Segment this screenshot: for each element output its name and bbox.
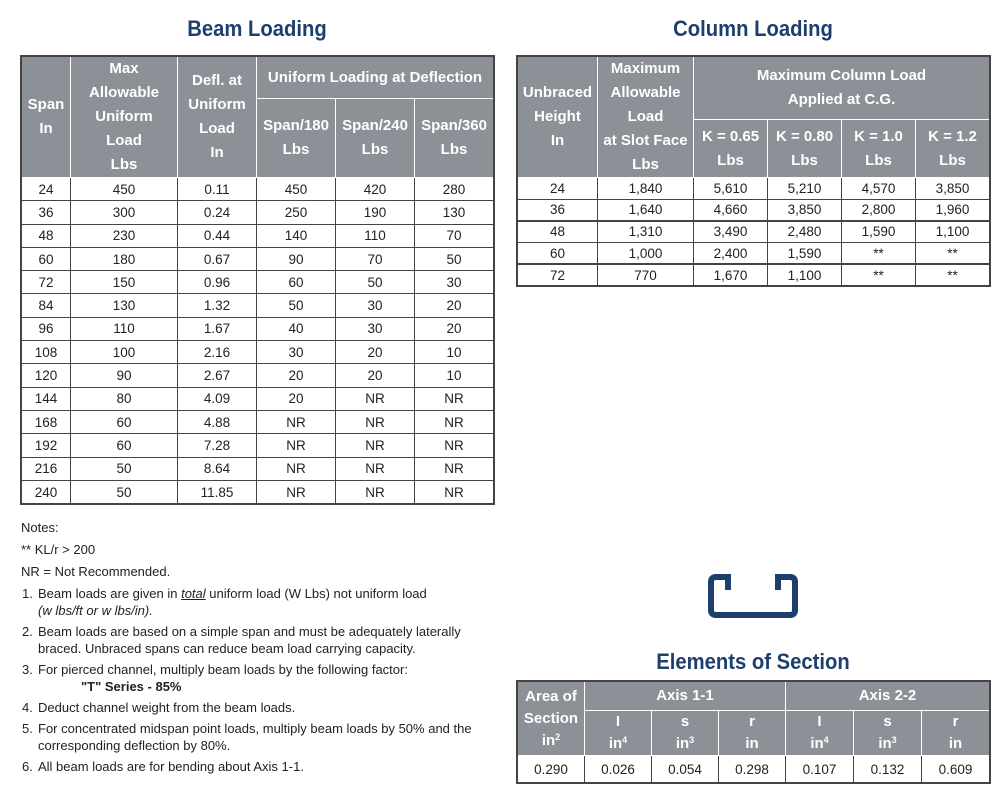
header-max-allowable-uniform-load: Max Allowable Uniform Load Lbs (71, 57, 178, 178)
table-cell: ** (842, 264, 916, 286)
table-cell: 2,480 (768, 221, 842, 243)
table-cell: 30 (336, 294, 415, 317)
table-cell: 30 (415, 271, 494, 294)
table-cell: 20 (336, 364, 415, 387)
table-cell: 1,000 (598, 243, 694, 265)
table-cell: 30 (257, 341, 336, 364)
table-cell: 216 (22, 457, 71, 480)
table-cell: 1,590 (842, 221, 916, 243)
header-max-column-load: Maximum Column Load Applied at C.G. (694, 57, 990, 120)
note-nr-definition: NR = Not Recommended. (21, 564, 171, 579)
table-cell: 30 (336, 317, 415, 340)
table-cell: 11.85 (178, 480, 257, 503)
table-cell: 20 (415, 317, 494, 340)
beam-loading-title: Beam Loading (187, 16, 327, 41)
table-cell: 1,840 (598, 178, 694, 200)
table-cell: 110 (71, 317, 178, 340)
header-axis1-I: I $in^4$ (585, 711, 652, 756)
table-row (518, 756, 990, 783)
table-row (518, 243, 990, 265)
table-cell: 5,210 (768, 178, 842, 200)
table-row (22, 247, 494, 270)
table-cell: 60 (22, 247, 71, 270)
header-span-180: Span/180 Lbs (257, 99, 336, 178)
table-cell: 140 (257, 224, 336, 247)
table-cell: 10 (415, 364, 494, 387)
table-cell: NR (415, 457, 494, 480)
table-row (22, 271, 494, 294)
header-span-240: Span/240 Lbs (336, 99, 415, 178)
table-cell: NR (415, 434, 494, 457)
table-cell: ** (842, 243, 916, 265)
table-cell: 2.67 (178, 364, 257, 387)
table-cell: NR (257, 434, 336, 457)
table-cell: 3,850 (768, 199, 842, 221)
table-cell: 2,400 (694, 243, 768, 265)
table-cell: 1,100 (916, 221, 990, 243)
table-cell: 110 (336, 224, 415, 247)
table-cell: 0.24 (178, 201, 257, 224)
column-loading-title: Column Loading (673, 16, 833, 41)
table-cell: 60 (257, 271, 336, 294)
table-cell: 1,670 (694, 264, 768, 286)
table-cell: 2.16 (178, 341, 257, 364)
header-unbraced-height: Unbraced Height In (518, 57, 598, 178)
note-3-t-series: "T" Series - 85% (81, 679, 182, 694)
header-k-065: K = 0.65 Lbs (694, 120, 768, 178)
header-uniform-loading-at-deflection: Uniform Loading at Deflection (257, 57, 494, 99)
table-cell: 24 (22, 178, 71, 201)
table-cell: 3,490 (694, 221, 768, 243)
table-row (22, 341, 494, 364)
table-row (22, 294, 494, 317)
table-cell: ** (916, 243, 990, 265)
note-6: 6. All beam loads are for bending about Axis 1-1. (22, 759, 304, 774)
header-axis2-s: s $in^3$ (854, 711, 922, 756)
elements-of-section-title: Elements of Section (656, 649, 850, 674)
table-cell: 190 (336, 201, 415, 224)
column-loading-rows (518, 178, 990, 286)
table-cell: NR (336, 387, 415, 410)
table-cell: 1,310 (598, 221, 694, 243)
table-cell: 80 (71, 387, 178, 410)
table-cell: 96 (22, 317, 71, 340)
table-row (22, 387, 494, 410)
table-cell: 20 (336, 341, 415, 364)
table-row (518, 221, 990, 243)
header-deflection: Defl. at Uniform Load In (178, 57, 257, 178)
table-cell: 90 (257, 247, 336, 270)
table-row (22, 317, 494, 340)
table-cell: 1,640 (598, 199, 694, 221)
note-3: 3. For pierced channel, multiply beam loads by the following factor: "T" Series - 85% (21, 661, 499, 695)
beam-loading-table (21, 56, 494, 504)
header-span: Span In (22, 57, 71, 178)
table-cell: 36 (22, 201, 71, 224)
header-max-allowable-load: Maximum Allowable Load at Slot Face Lbs (598, 57, 694, 178)
table-row (518, 178, 990, 200)
table-cell: 0.11 (178, 178, 257, 201)
table-cell: 1,590 (768, 243, 842, 265)
table-cell: 10 (415, 341, 494, 364)
table-row (22, 201, 494, 224)
table-cell: 50 (257, 294, 336, 317)
section-axis1-s-value: 0.054 (652, 756, 719, 783)
table-cell: 8.64 (178, 457, 257, 480)
notes-section (21, 519, 499, 779)
table-cell: 144 (22, 387, 71, 410)
table-cell: 250 (257, 201, 336, 224)
header-axis-1-1: Axis 1-1 (585, 682, 786, 711)
header-span-360: Span/360 Lbs (415, 99, 494, 178)
table-cell: ** (916, 264, 990, 286)
note-kl-ratio: ** KL/r > 200 (21, 542, 96, 557)
table-cell: 108 (22, 341, 71, 364)
section-values-row-group (518, 756, 990, 783)
table-row (22, 224, 494, 247)
note-1: 1. Beam loads are given in total uniform load (W Lbs) not uniform load (w lbs/ft or w lbs/in). (22, 586, 427, 618)
table-row (22, 434, 494, 457)
section-axis2-s-value: 0.132 (854, 756, 922, 783)
table-cell: 3,850 (916, 178, 990, 200)
table-cell: 230 (71, 224, 178, 247)
table-cell: 4,570 (842, 178, 916, 200)
table-cell: 100 (71, 341, 178, 364)
table-cell: 450 (257, 178, 336, 201)
table-cell: 1,100 (768, 264, 842, 286)
table-cell: 90 (71, 364, 178, 387)
table-row (518, 264, 990, 286)
table-cell: 48 (22, 224, 71, 247)
header-axis1-s: s $in^3$ (652, 711, 719, 756)
table-cell: 4.88 (178, 410, 257, 433)
table-cell: 130 (71, 294, 178, 317)
table-row (22, 480, 494, 503)
table-cell: 2,800 (842, 199, 916, 221)
table-cell: 7.28 (178, 434, 257, 457)
note-2: 2. Beam loads are based on a simple span and must be adequately laterally braced. Unbraced spans can reduce beam load carrying capacity. (22, 624, 461, 656)
table-row (22, 457, 494, 480)
table-cell: 0.67 (178, 247, 257, 270)
table-cell: 50 (71, 480, 178, 503)
table-cell: 60 (518, 243, 598, 265)
header-axis2-r: r in (922, 711, 990, 756)
table-cell: NR (257, 457, 336, 480)
header-axis-2-2: Axis 2-2 (786, 682, 990, 711)
note-5: 5. For concentrated midspan point loads, multiply beam loads by 50% and the corresponding deflection by 80%. (22, 721, 472, 753)
table-cell: 72 (22, 271, 71, 294)
table-cell: 70 (336, 247, 415, 270)
section-axis2-r-value: 0.609 (922, 756, 990, 783)
table-cell: 60 (71, 410, 178, 433)
table-cell: 70 (415, 224, 494, 247)
table-cell: 420 (336, 178, 415, 201)
table-cell: NR (415, 480, 494, 503)
section-axis2-I-value: 0.107 (786, 756, 854, 783)
table-cell: 40 (257, 317, 336, 340)
table-cell: 120 (22, 364, 71, 387)
table-cell: 1.32 (178, 294, 257, 317)
table-cell: 60 (71, 434, 178, 457)
table-cell: NR (257, 410, 336, 433)
table-cell: NR (415, 410, 494, 433)
table-cell: 1,960 (916, 199, 990, 221)
table-row (22, 178, 494, 201)
table-cell: 50 (336, 271, 415, 294)
note-4: 4. Deduct channel weight from the beam loads. (22, 700, 296, 715)
table-cell: 50 (71, 457, 178, 480)
table-cell: 24 (518, 178, 598, 200)
table-cell: NR (336, 410, 415, 433)
table-cell: 168 (22, 410, 71, 433)
notes-heading: Notes: (21, 520, 59, 535)
table-cell: 180 (71, 247, 178, 270)
table-row (518, 199, 990, 221)
table-cell: 0.44 (178, 224, 257, 247)
table-cell: 5,610 (694, 178, 768, 200)
table-cell: NR (336, 434, 415, 457)
table-cell: 4.09 (178, 387, 257, 410)
table-cell: 130 (415, 201, 494, 224)
table-cell: NR (257, 480, 336, 503)
table-cell: 240 (22, 480, 71, 503)
table-row (22, 364, 494, 387)
table-cell: 300 (71, 201, 178, 224)
table-cell: 450 (71, 178, 178, 201)
header-axis1-r: r in (719, 711, 786, 756)
table-cell: 50 (415, 247, 494, 270)
section-area-value: 0.290 (518, 756, 585, 783)
table-cell: NR (336, 457, 415, 480)
header-axis2-I: I $in^4$ (786, 711, 854, 756)
header-area-of-section: Area of Section $in^2$ (518, 682, 585, 756)
table-cell: 36 (518, 199, 598, 221)
table-cell: 20 (257, 364, 336, 387)
header-k-12: K = 1.2 Lbs (916, 120, 990, 178)
section-axis1-I-value: 0.026 (585, 756, 652, 783)
table-cell: 280 (415, 178, 494, 201)
table-cell: 20 (257, 387, 336, 410)
notes-list (21, 585, 499, 775)
beam-loading-rows (22, 178, 494, 504)
table-row (22, 410, 494, 433)
table-cell: 150 (71, 271, 178, 294)
table-cell: 1.67 (178, 317, 257, 340)
table-cell: 72 (518, 264, 598, 286)
table-cell: NR (336, 480, 415, 503)
column-loading-table (517, 56, 990, 286)
table-cell: 4,660 (694, 199, 768, 221)
elements-of-section-table (517, 681, 990, 783)
table-cell: 0.96 (178, 271, 257, 294)
table-cell: 192 (22, 434, 71, 457)
header-k-080: K = 0.80 Lbs (768, 120, 842, 178)
table-cell: 770 (598, 264, 694, 286)
table-cell: NR (415, 387, 494, 410)
section-axis1-r-value: 0.298 (719, 756, 786, 783)
header-k-10: K = 1.0 Lbs (842, 120, 916, 178)
table-cell: 20 (415, 294, 494, 317)
table-cell: 84 (22, 294, 71, 317)
channel-section-icon (706, 572, 800, 620)
table-cell: 48 (518, 221, 598, 243)
